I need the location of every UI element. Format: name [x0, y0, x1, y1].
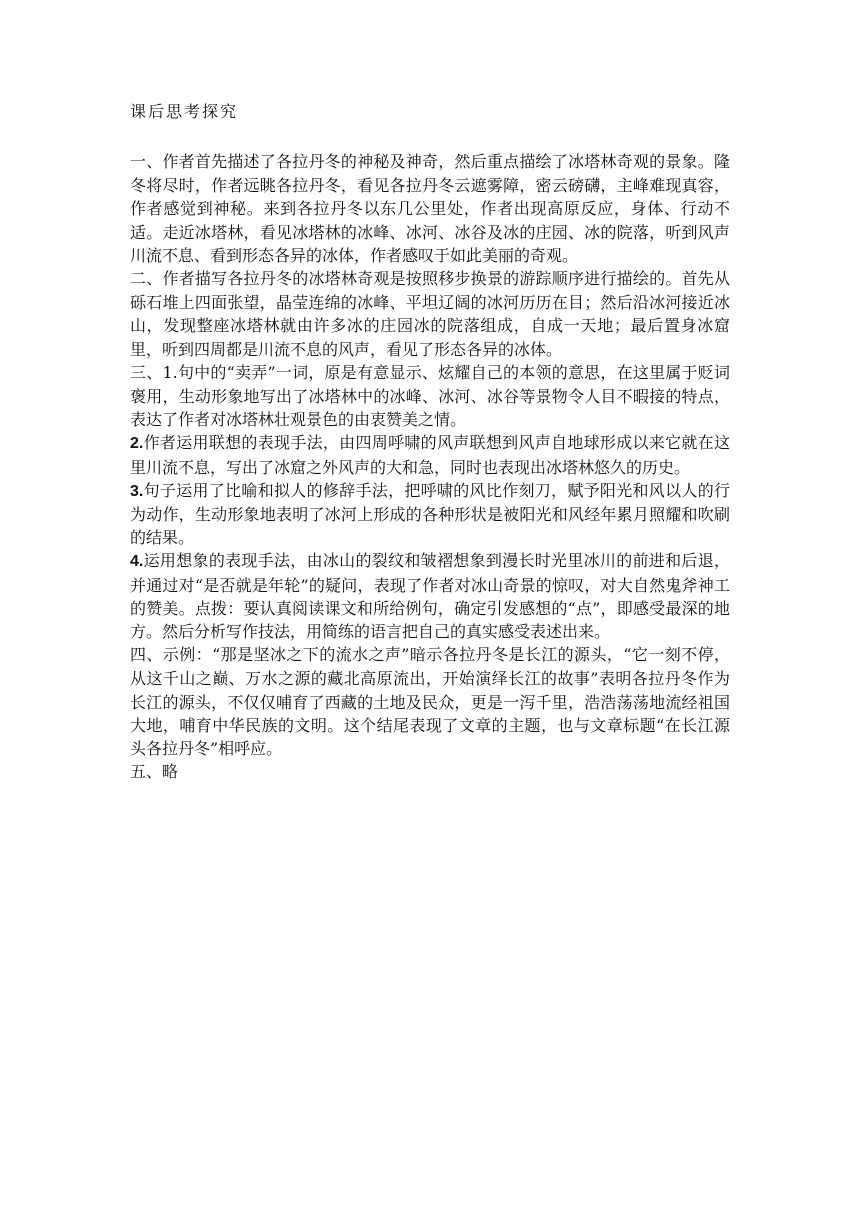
paragraph-number: 2. — [130, 435, 144, 453]
paragraph-number: 3. — [130, 482, 144, 500]
paragraph-text: 运用想象的表现手法，由冰山的裂纹和皱褶想象到漫长时光里冰川的前进和后退，并通过对“是否就是年轮”的疑问，表现了作者对冰山奇景的惊叹，对大自然鬼斧神工的赞美。点拨：要认真阅读课文和所给例句，确定引发感想的“点”，即感受最深的地方。然后分析写作技法，用简练的语言把自己的真实感受表述出来。 — [130, 551, 730, 642]
paragraph-text: 四、示例：“那是坚冰之下的流水之声”暗示各拉丹冬是长江的源头，“它一刻不停，从这千山之巅、万水之源的藏北高原流出，开始演绎长江的故事”表明各拉丹冬作为长江的源头，不仅仅哺育了西藏的土地及民众，更是一泻千里，浩浩荡荡地流经祖国大地，哺育中华民族的文明。这个结尾表现了文章的主题，也与文章标题“在长江源头各拉丹冬”相呼应。 — [130, 645, 730, 759]
answer-paragraph-3-2 — [130, 431, 730, 478]
paragraph-text: 五、略 — [130, 762, 179, 782]
paragraph-number: 4. — [130, 553, 144, 571]
paragraph-text: 一、作者首先描述了各拉丹冬的神秘及神奇，然后重点描绘了冰塔林奇观的景象。隆冬将尽时，作者远眺各拉丹冬，看见各拉丹冬云遮雾障，密云磅礴，主峰难现真容，作者感觉到神秘。来到各拉丹冬以东几公里处，作者出现高原反应，身体、行动不适。走近冰塔林，看见冰塔林的冰峰、冰河、冰谷及冰的庄园、冰的院落，听到风声川流不息、看到形态各异的冰体，作者感叹于如此美丽的奇观。 — [130, 152, 730, 265]
paragraph-text: 二、作者描写各拉丹冬的冰塔林奇观是按照移步换景的游踪顺序进行描绘的。首先从砾石堆上四面张望，晶莹连绵的冰峰、平坦辽阔的冰河历历在目；然后沿冰河接近冰山，发现整座冰塔林就由许多冰的庄园冰的院落组成，自成一天地；最后置身冰窟里，听到四周都是川流不息的风声，看见了形态各异的冰体。 — [130, 269, 730, 359]
document-page — [130, 100, 730, 784]
answer-paragraph-3-3 — [130, 479, 730, 550]
paragraph-text: 作者运用联想的表现手法，由四周呼啸的风声联想到风声自地球形成以来它就在这里川流不息，写出了冰窟之外风声的大和急，同时也表现出冰塔林悠久的历史。 — [130, 433, 730, 477]
answer-paragraph-4 — [130, 643, 730, 760]
section-title: 课后思考探究 — [130, 102, 239, 121]
paragraph-text: 三、1.句中的“卖弄”一词，原是有意显示、炫耀自己的本领的意思，在这里属于贬词褒用，生动形象地写出了冰塔林中的冰峰、冰河、冰谷等景物令人目不暇接的特点，表达了作者对冰塔林壮观景色的由衷赞美之情。 — [130, 362, 730, 430]
answer-paragraph-3-1 — [130, 361, 730, 432]
answer-paragraph-2 — [130, 267, 730, 361]
paragraph-text: 句子运用了比喻和拟人的修辞手法，把呼啸的风比作刻刀，赋予阳光和风以人的行为动作，生动形象地表明了冰河上形成的各种形状是被阳光和风经年累月照耀和吹刷的结果。 — [130, 480, 730, 548]
answer-paragraph-1 — [130, 150, 730, 267]
answer-paragraph-5 — [130, 760, 730, 784]
answer-paragraph-3-4 — [130, 549, 730, 643]
